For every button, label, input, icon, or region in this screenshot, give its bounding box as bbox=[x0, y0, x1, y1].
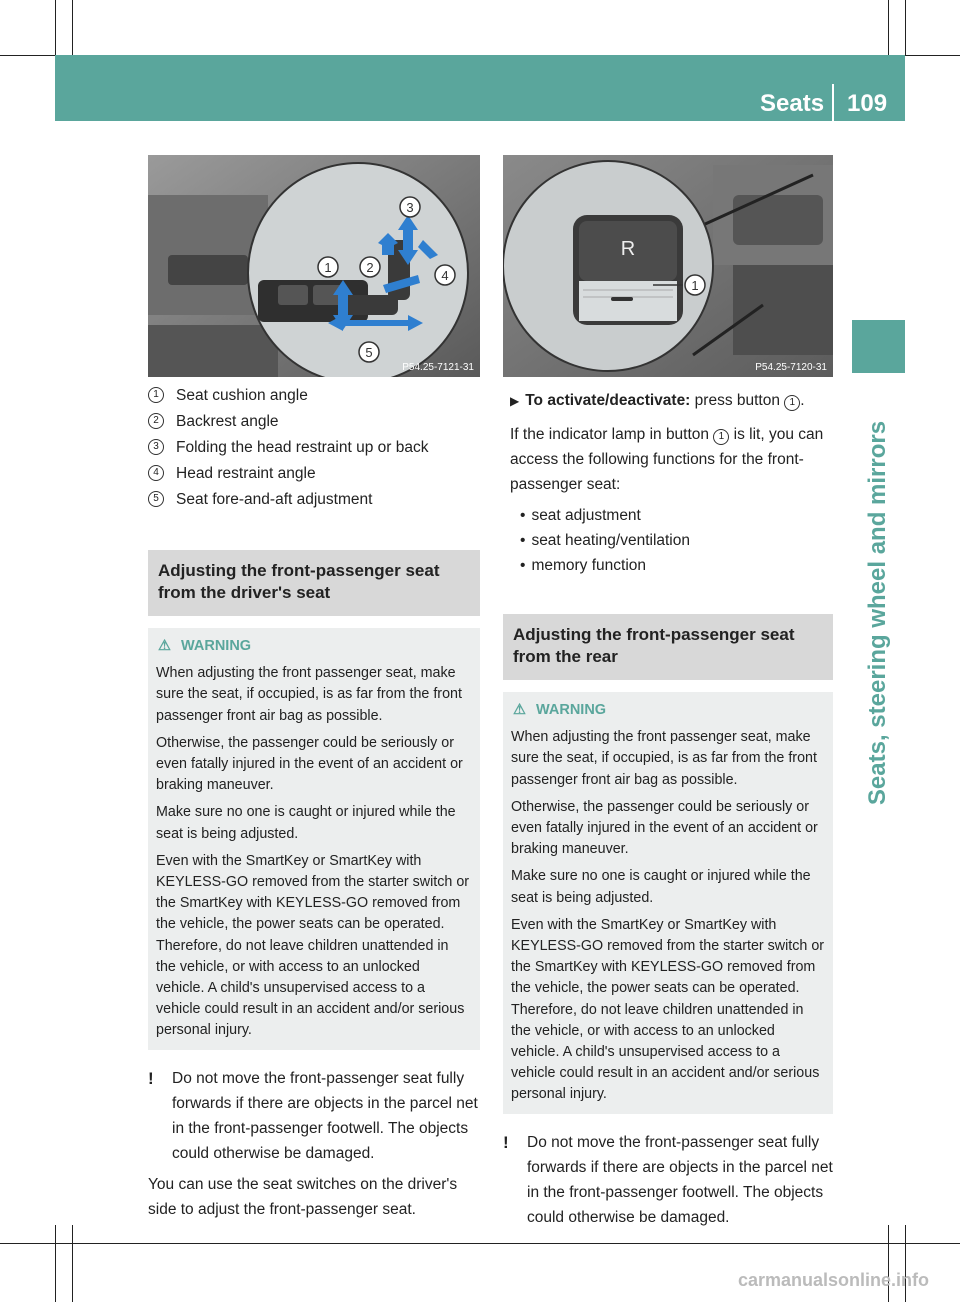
legend-item: 2 Backrest angle bbox=[148, 408, 480, 434]
passenger-button-figure bbox=[503, 155, 833, 377]
legend-item: 5 Seat fore-and-aft adjustment bbox=[148, 486, 480, 512]
warning-label: WARNING bbox=[181, 638, 252, 654]
warning-text: Even with the SmartKey or SmartKey with KEYLESS-GO removed from the starter switch or the SmartKey with KEYLESS-GO removed from the vehicle, the power seats can be operated. Therefore, do not leave children unattended in the vehicle, or with access to an unlocked vehicle. A child's unsupervised access to a vehicle could result in an accident and/or serious personal injury. bbox=[511, 916, 825, 1103]
callout-3: 3 bbox=[406, 200, 414, 215]
callout-2: 2 bbox=[366, 260, 374, 275]
chapter-tab-label: Seats, steering wheel and mirrors bbox=[863, 420, 891, 806]
section-title: Seats bbox=[760, 90, 825, 117]
watermark: carmanualsonline.info bbox=[738, 1270, 930, 1290]
warning-text: Even with the SmartKey or SmartKey with KEYLESS-GO removed from the starter switch or the SmartKey with KEYLESS-GO removed from the vehicle, the power seats can be operated. Therefore, do not leave children unattended in the vehicle, or with access to an unlocked vehicle. A child's unsupervised access to a vehicle could result in an accident and/or serious personal injury. bbox=[156, 852, 470, 1039]
left-column bbox=[148, 382, 480, 1222]
list-item: • seat adjustment bbox=[520, 503, 833, 528]
list-item: • seat heating/ventilation bbox=[520, 528, 833, 553]
figure-code: P54.25-7120-31 bbox=[755, 362, 827, 373]
crop-mark bbox=[888, 0, 889, 56]
warning-box bbox=[148, 628, 480, 1050]
section-heading: Adjusting the front-passenger seat from the rear bbox=[503, 614, 833, 680]
right-column bbox=[503, 388, 833, 1230]
body-text: If the indicator lamp in button 1 is lit, you can access the following functions for the front-passenger seat: bbox=[510, 426, 824, 493]
crop-mark bbox=[0, 1243, 960, 1244]
legend-item: 1 Seat cushion angle bbox=[148, 382, 480, 408]
crop-mark bbox=[72, 1225, 73, 1302]
seat-switch-illustration bbox=[148, 155, 480, 377]
legend-item: 3 Folding the head restraint up or back bbox=[148, 434, 480, 460]
legend-list bbox=[148, 382, 480, 512]
warning-text: When adjusting the front passenger seat, make sure the seat, if occupied, is as far from the front passenger front air bag as possible. bbox=[511, 729, 817, 788]
passenger-button-illustration bbox=[503, 155, 833, 377]
note-text: Do not move the front-passenger seat fully forwards if there are objects in the parcel net in the front-passenger footwell. The objects could otherwise be damaged. bbox=[172, 1069, 478, 1162]
section-heading: Adjusting the front-passenger seat from the driver's seat bbox=[148, 550, 480, 616]
step-arrow-icon: ▶ bbox=[510, 394, 520, 408]
callout-1: 1 bbox=[324, 260, 332, 275]
warning-text: Make sure no one is caught or injured while the seat is being adjusted. bbox=[511, 868, 811, 906]
instruction: ▶ To activate/deactivate: press button 1 . bbox=[510, 392, 805, 409]
legend-item: 4 Head restraint angle bbox=[148, 460, 480, 486]
function-list bbox=[510, 503, 833, 578]
callout-4: 4 bbox=[441, 268, 449, 283]
warning-icon: ⚠ bbox=[513, 702, 526, 718]
warning-text: When adjusting the front passenger seat, make sure the seat, if occupied, is as far from the front passenger front air bag as possible. bbox=[156, 665, 462, 724]
crop-mark bbox=[55, 0, 56, 56]
seat-switch-figure bbox=[148, 155, 480, 377]
note bbox=[148, 1066, 480, 1166]
warning-icon: ⚠ bbox=[158, 638, 171, 654]
warning-text: Otherwise, the passenger could be seriously or even fatally injured in the event of an accident or braking maneuver. bbox=[156, 734, 463, 794]
warning-label: WARNING bbox=[536, 702, 607, 718]
body-text: You can use the seat switches on the driver's side to adjust the front-passenger seat. bbox=[148, 1175, 458, 1218]
callout-1: 1 bbox=[691, 278, 699, 293]
header-divider bbox=[832, 84, 834, 121]
note-text: Do not move the front-passenger seat fully forwards if there are objects in the parcel net in the front-passenger footwell. The objects could otherwise be damaged. bbox=[527, 1133, 833, 1226]
notice-icon: ! bbox=[148, 1068, 154, 1088]
warning-box bbox=[503, 692, 833, 1114]
notice-icon: ! bbox=[503, 1132, 509, 1152]
chapter-tab bbox=[852, 320, 905, 373]
crop-mark bbox=[72, 0, 73, 56]
note bbox=[503, 1130, 833, 1230]
crop-mark bbox=[905, 0, 906, 56]
warning-text: Make sure no one is caught or injured while the seat is being adjusted. bbox=[156, 804, 456, 842]
button-label: R bbox=[620, 238, 636, 260]
figure-code: P54.25-7121-31 bbox=[402, 362, 474, 373]
warning-text: Otherwise, the passenger could be seriously or even fatally injured in the event of an accident or braking maneuver. bbox=[511, 798, 818, 858]
callout-5: 5 bbox=[365, 345, 373, 360]
list-item: • memory function bbox=[520, 553, 833, 578]
page-number: 109 bbox=[847, 90, 888, 117]
crop-mark bbox=[55, 1225, 56, 1302]
